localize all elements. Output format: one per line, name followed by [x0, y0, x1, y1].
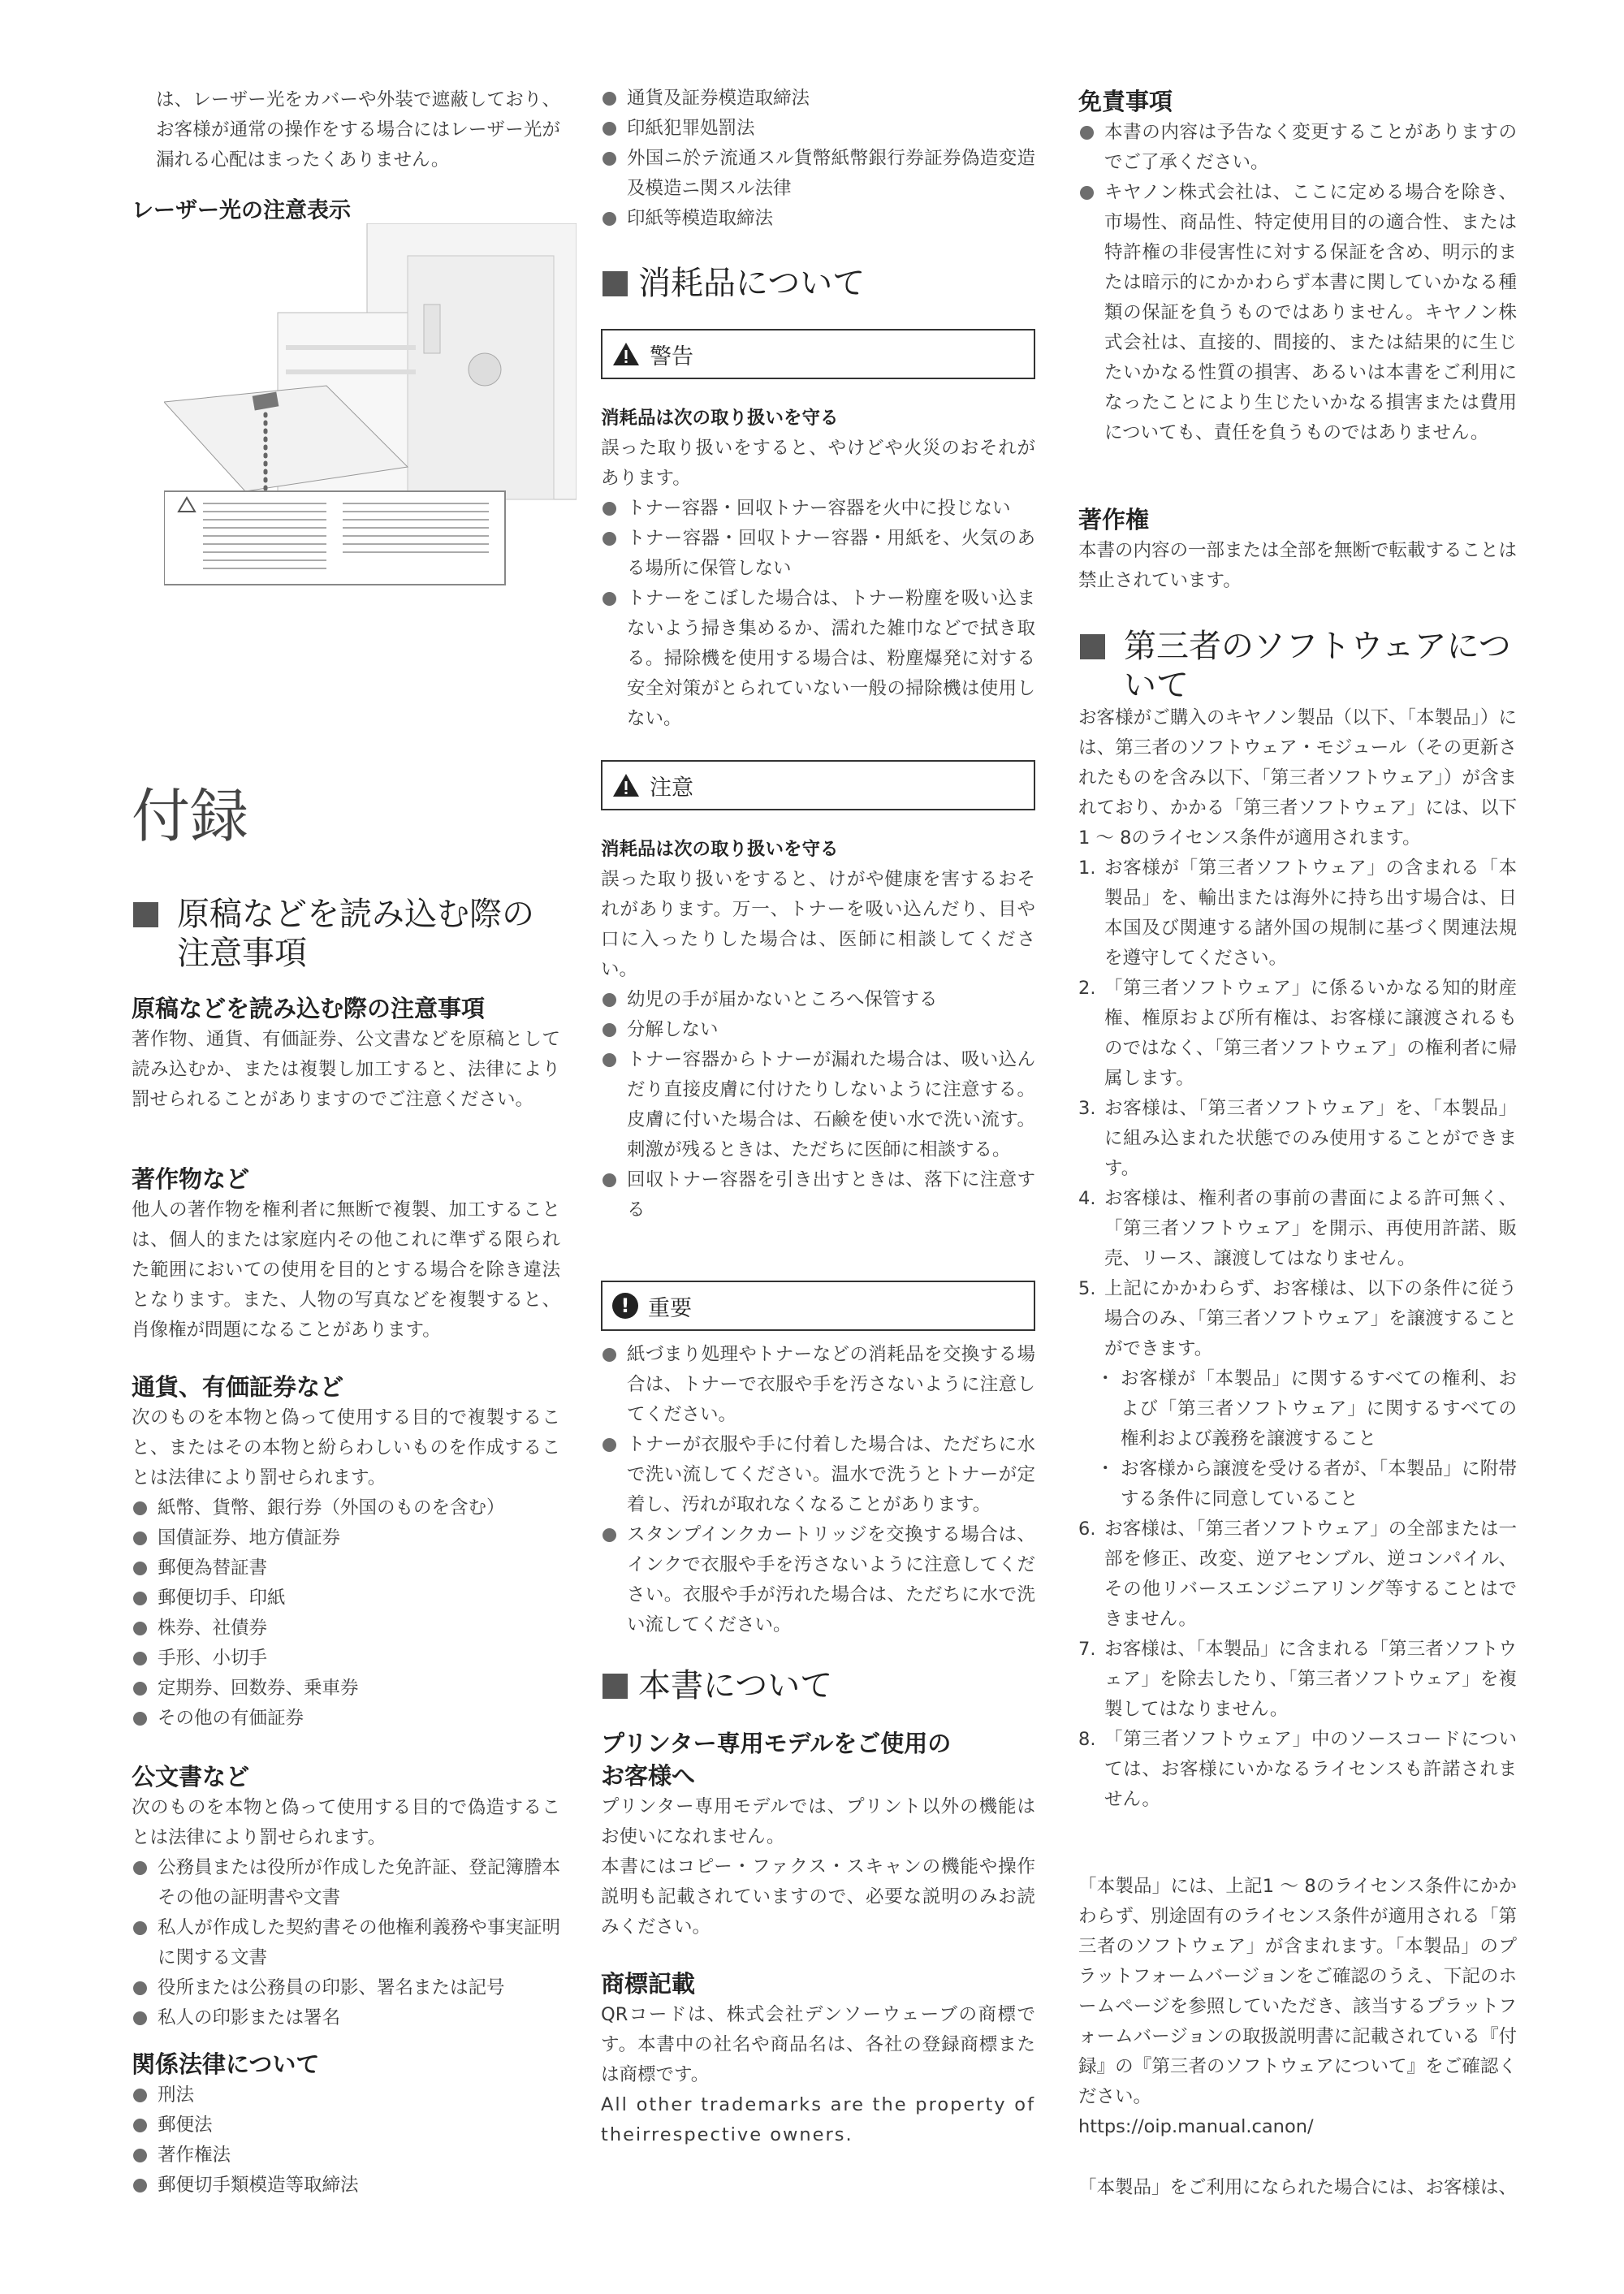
list-item: 私人が作成した契約書その他権利義務や事実証明に関する文書: [132, 1913, 560, 1973]
list-item: 刑法: [132, 2080, 560, 2110]
list-number: 8.: [1078, 1729, 1096, 1750]
third-party-intro-text: お客様がご購入のキヤノン製品（以下、「本製品」）には、第三者のソフトウェア・モジュール（その更新されたものを含み以下、「第三者ソフトウェア」）が含まれており、かかる「第三者ソフトウェア」には、以下1 ～ 8のライセンス条件が適用されます。: [1078, 707, 1517, 849]
list-item: 印紙等模造取締法: [601, 204, 1035, 234]
list-item: トナー容器・回収トナー容器を火中に投じない: [601, 494, 1035, 524]
caution-label: 注意: [650, 775, 693, 801]
list-item: 役所または公務員の印影、署名または記号: [132, 1973, 560, 2003]
list-item: 公務員または役所が作成した免許証、登記簿謄本その他の証明書や文書: [132, 1853, 560, 1913]
scan-text: 著作物、通貨、有価証券、公文書などを原稿として読み込むか、または複製し加工すると、法律により罰せられることがありますのでご注意ください。: [132, 1029, 560, 1110]
list-text: お客様は、「第三者ソフトウェア」の全部または一部を修正、改変、逆アセンブル、逆コンパイル、その他リバースエンジニアリング等することはできません。: [1104, 1519, 1517, 1630]
list-text: お客様は、「本製品」に含まれる「第三者ソフトウェア」を除去したり、「第三者ソフトウェア」を複製してはなりません。: [1104, 1639, 1517, 1720]
printer-model-title-line1: プリンター専用モデルをご使用の: [601, 1730, 952, 1757]
list-item: トナー容器・回収トナー容器・用紙を、火気のある場所に保管しない: [601, 524, 1035, 584]
list-item: ・ お客様から譲渡を受ける者が、「本製品」に附帯する条件に同意していること: [1078, 1454, 1517, 1514]
laser-label-heading: レーザー光の注意表示: [132, 198, 351, 223]
list-item: 郵便法: [132, 2110, 560, 2141]
final-text: 「本製品」をご利用になられた場合には、お客様は、: [1078, 2177, 1518, 2198]
list-text: 上記にかかわらず、お客様は、以下の条件に従う場合のみ、「第三者ソフトウェア」を譲渡することができます。: [1104, 1278, 1517, 1359]
trademark-text: QRコードは、株式会社デンソーウェーブの商標です。本書中の社名や商品名は、各社の登録商標または商標です。: [601, 2004, 1035, 2085]
list-number: 7.: [1078, 1639, 1096, 1660]
list-item: 分解しない: [601, 1015, 1035, 1045]
column-2: [601, 0, 1035, 2294]
list-item: 郵便為替証書: [132, 1553, 560, 1583]
laws-list: [132, 2080, 560, 2201]
list-item: [1078, 1635, 1517, 1725]
list-item: 国債証券、地方債証券: [132, 1523, 560, 1553]
exclamation-circle-icon: !: [612, 1293, 638, 1319]
laws-list-continued: [601, 84, 1035, 234]
scan-section-title: 原稿などを読み込む際の注意事項: [132, 895, 560, 973]
disclaimer-title: 免責事項: [1078, 88, 1173, 115]
list-item: その他の有価証券: [132, 1704, 560, 1734]
list-item: [1078, 1094, 1517, 1184]
manual-section-title: 本書について: [601, 1666, 1035, 1705]
currency-text: 次のものを本物と偽って使用する目的で複製すること、またはその本物と紛らわしいものを作成することは法律により罰せられます。: [132, 1407, 560, 1488]
list-item: トナー容器からトナーが漏れた場合は、吸い込んだり直接皮膚に付けたりしないように注意する。皮膚に付いた場合は、石鹸を使い水で洗い流す。刺激が残るときは、ただちに医師に相談する。: [601, 1045, 1035, 1165]
trademark-english-text: All other trademarks are the property of theirrespective owners.: [601, 2094, 1035, 2145]
list-item: スタンプインクカートリッジを交換する場合は、インクで衣服や手を汚さないように注意してください。衣服や手が汚れた場合は、ただちに水で洗い流してください。: [601, 1520, 1035, 1640]
laser-warning-label-illustration: [164, 223, 577, 589]
list-item: 印紙犯罪処罰法: [601, 114, 1035, 144]
column-1: [132, 0, 560, 2294]
list-item: 郵便切手、印紙: [132, 1583, 560, 1614]
license-conditions-list-continued: [1078, 1514, 1517, 1815]
list-item: トナーが衣服や手に付着した場合は、ただちに水で洗い流してください。温水で洗うとトナーが定着し、汚れが取れなくなることがあります。: [601, 1430, 1035, 1520]
printer-model-text-1: プリンター専用モデルでは、プリント以外の機能はお使いになれません。: [601, 1796, 1035, 1847]
list-number: 4.: [1078, 1188, 1096, 1209]
appendix-title: 付録: [132, 782, 249, 850]
important-list: [601, 1340, 1035, 1640]
caution-list: [601, 985, 1035, 1225]
disclaimer-list: [1078, 118, 1517, 448]
list-item: [1078, 1274, 1517, 1364]
list-number: 2.: [1078, 978, 1096, 999]
important-label: 重要: [648, 1295, 692, 1321]
printer-model-text-2: 本書にはコピー・ファクス・スキャンの機能や操作説明も記載されていますので、必要な説明のみお読みください。: [601, 1856, 1035, 1938]
list-item: 紙幣、貨幣、銀行券（外国のものを含む）: [132, 1493, 560, 1523]
list-item: 定期券、回数券、乗車券: [132, 1674, 560, 1704]
list-item: ・ お客様が「本製品」に関するすべての権利、および「第三者ソフトウェア」に関するすべての権利および義務を譲渡すること: [1078, 1364, 1517, 1454]
license-conditions-list: [1078, 853, 1517, 1364]
list-item: [1078, 1725, 1517, 1815]
copyright-works-title: 著作物など: [132, 1165, 250, 1193]
list-number: 1.: [1078, 858, 1096, 879]
list-item: 通貨及証券模造取締法: [601, 84, 1035, 114]
laser-intro-text: は、レーザー光をカバーや外装で遮蔽しており、お客様が通常の操作をする場合にはレーザー光が漏れる心配はまったくありません。: [156, 89, 560, 171]
manual-url[interactable]: https://oip.manual.canon/: [1078, 2116, 1314, 2137]
currency-title: 通貨、有価証券など: [132, 1373, 344, 1401]
list-item: トナーをこぼした場合は、トナー粉塵を吸い込まないよう掃き集めるか、濡れた雑巾などで拭き取る。掃除機を使用する場合は、粉塵爆発に対する安全対策がとられていない一般の掃除機は使用しない。: [601, 584, 1035, 734]
official-docs-list: [132, 1853, 560, 2033]
caution-subheading: 消耗品は次の取り扱いを守る: [601, 839, 839, 860]
important-box: [601, 1281, 1035, 1331]
currency-list: [132, 1493, 560, 1734]
copyright-works-text: 他人の著作物を権利者に無断で複製、加工することは、個人的または家庭内その他これに準ずる限られた範囲においての使用を目的とする場合を除き違法となります。また、人物の写真などを複製すると、肖像権が問題になることがあります。: [132, 1199, 560, 1341]
warning-triangle-icon: [612, 342, 640, 366]
list-item: 回収トナー容器を引き出すときは、落下に注意する: [601, 1165, 1035, 1225]
list-text: お客様は、「第三者ソフトウェア」を、「本製品」に組み込まれた状態でのみ使用することができます。: [1104, 1098, 1517, 1179]
laws-title: 関係法律について: [132, 2050, 320, 2078]
list-number: 5.: [1078, 1278, 1096, 1299]
list-text: 「第三者ソフトウェア」に係るいかなる知的財産権、権原および所有権は、お客様に譲渡されるものではなく、「第三者ソフトウェア」の権利者に帰属します。: [1104, 978, 1517, 1089]
caution-box: [601, 760, 1035, 810]
list-text: お客様は、権利者の事前の書面による許可無く、「第三者ソフトウェア」を開示、再使用許諾、販売、リース、譲渡してはなりません。: [1104, 1188, 1517, 1269]
list-item: 著作権法: [132, 2141, 560, 2171]
trademark-title: 商標記載: [601, 1970, 696, 1998]
list-item: 幼児の手が届かないところへ保管する: [601, 985, 1035, 1015]
caution-text: 誤った取り扱いをすると、けがや健康を害するおそれがあります。万一、トナーを吸い込んだり、目や口に入ったりした場合は、医師に相談してください。: [601, 869, 1035, 980]
closing-text: 「本製品」には、上記1 ～ 8のライセンス条件にかかわらず、別途固有のライセンス条件が適用される「第三者のソフトウェア」が含まれます。「本製品」のプラットフォームバージョンをご確認のうえ、下記のホームページを参照していただき、該当するプラットフォームバージョンの取扱説明書に記載されている『付録』の『第三者のソフトウェアについて』をご確認ください。: [1078, 1876, 1517, 2107]
copyright-text: 本書の内容の一部または全部を無断で転載することは禁止されています。: [1078, 540, 1518, 591]
list-text: お客様が「第三者ソフトウェア」の含まれる「本製品」を、輸出または海外に持ち出す場合は、日本国及び関連する諸外国の規制に基づく関連法規を遵守してください。: [1104, 858, 1517, 969]
list-number: 6.: [1078, 1519, 1096, 1540]
warning-box: [601, 329, 1035, 379]
list-number: 3.: [1078, 1098, 1096, 1119]
official-docs-title: 公文書など: [132, 1763, 250, 1791]
caution-triangle-icon: [612, 773, 640, 797]
list-item: 郵便切手類模造等取締法: [132, 2171, 560, 2201]
column-3: [1078, 0, 1517, 2294]
warning-list: [601, 494, 1035, 734]
copyright-title: 著作権: [1078, 506, 1150, 534]
list-item: 手形、小切手: [132, 1644, 560, 1674]
list-item: 本書の内容は予告なく変更することがありますのでご了承ください。: [1078, 118, 1517, 178]
list-item: [1078, 974, 1517, 1094]
list-item: [1078, 853, 1517, 974]
scan-sub-title: 原稿などを読み込む際の注意事項: [132, 995, 486, 1022]
list-item: 外国ニ於テ流通スル貨幣紙幣銀行券証券偽造変造及模造ニ関スル法律: [601, 144, 1035, 204]
warning-text: 誤った取り扱いをすると、やけどや火災のおそれがあります。: [601, 438, 1035, 489]
third-party-software-title: 第三者のソフトウェアについて: [1078, 627, 1517, 705]
list-item: キヤノン株式会社は、ここに定める場合を除き、市場性、商品性、特定使用目的の適合性、または特許権の非侵害性に対する保証を含め、明示的または暗示的にかかわらず本書に関していかなる種類の保証を負うものではありません。キヤノン株式会社は、直接的、間接的、または結果的に生じたいかなる性質の損害、あるいは本書をご利用になったことにより生じたいかなる損害または費用についても、責任を負うものではありません。: [1078, 178, 1517, 448]
warning-subheading: 消耗品は次の取り扱いを守る: [601, 408, 839, 429]
printer-model-title-line2: お客様へ: [601, 1762, 696, 1790]
list-text: 「第三者ソフトウェア」中のソースコードについては、お客様にいかなるライセンスも許諾されません。: [1104, 1729, 1517, 1810]
license-sub-list: [1078, 1364, 1517, 1514]
official-docs-text: 次のものを本物と偽って使用する目的で偽造することは法律により罰せられます。: [132, 1797, 560, 1848]
consumables-title: 消耗品について: [601, 264, 1035, 303]
list-item: 株券、社債券: [132, 1614, 560, 1644]
list-item: [1078, 1514, 1517, 1635]
list-item: [1078, 1184, 1517, 1274]
list-item: 紙づまり処理やトナーなどの消耗品を交換する場合は、トナーで衣服や手を汚さないように注意してください。: [601, 1340, 1035, 1430]
list-item: 私人の印影または署名: [132, 2003, 560, 2033]
warning-label: 警告: [650, 343, 693, 369]
